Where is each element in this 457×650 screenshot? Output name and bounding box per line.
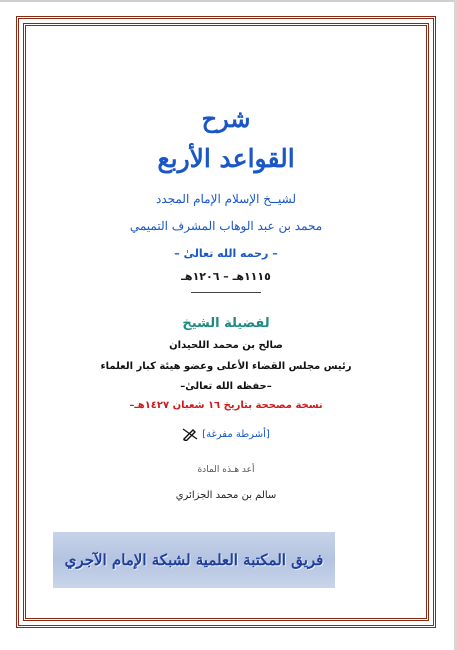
document-page [0, 2, 454, 650]
sheikh-heading: لفضيلة الشيخ [182, 316, 270, 331]
pen-crossed-icon [182, 427, 198, 441]
publisher-banner-text: فريق المكتبة العلمية لشبكة الإمام الآجري [64, 551, 324, 569]
book-title-line2: القواعد الأربع [157, 144, 295, 173]
sheikh-role: رئيس مجلس القضاء الأعلى وعضو هيئة كبار العلماء [100, 361, 352, 372]
tape-label: [أشرطة مفرغة] [202, 428, 270, 440]
author-epithet: لشيــخ الإسلام الإمام المجدد [155, 192, 297, 206]
edition-note: نسخة مصححة بتاريخ ١٦ شعبان ١٤٢٧هـ– [129, 400, 323, 411]
author-name: محمد بن عبد الوهاب المشرف التميمي [129, 219, 323, 233]
publisher-banner [53, 532, 335, 588]
tape-note [30, 425, 422, 443]
preparer-name: سالم بن محمد الجزائري [175, 490, 277, 501]
sheikh-prayer: –حفظه الله تعالىٰ– [180, 381, 272, 392]
book-title-line1: شرح [201, 104, 251, 133]
author-dates: ١١١٥هـ – ١٢٠٦هـ [181, 270, 271, 283]
cover-content [30, 28, 422, 618]
prepared-by-label: أعد هـذه المادة [197, 465, 255, 475]
divider [191, 292, 261, 293]
author-mercy: – رحمه الله تعالىٰ – [174, 247, 278, 260]
sheikh-name: صالح بن محمد اللحيدان [169, 340, 283, 351]
